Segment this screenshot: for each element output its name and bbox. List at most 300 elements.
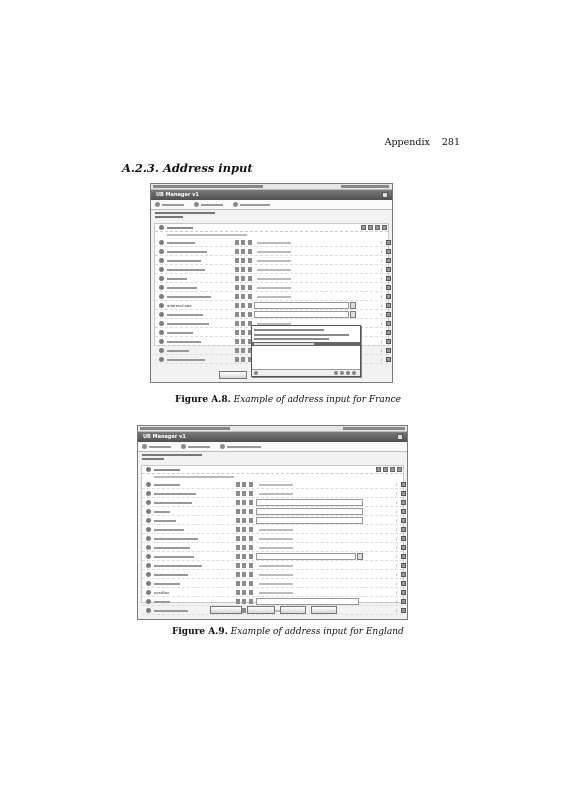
- window-close-icon[interactable]: [397, 434, 403, 440]
- type-icon: [249, 590, 253, 595]
- field-value-input[interactable]: [256, 571, 363, 578]
- lock-icon[interactable]: [235, 249, 239, 254]
- field-value-input[interactable]: [256, 589, 363, 596]
- popup-nav-icon[interactable]: [346, 371, 350, 375]
- edit-icon[interactable]: ∕: [381, 339, 383, 344]
- figure-caption-text: Example of address input for England: [230, 627, 404, 637]
- edit-icon[interactable]: ∕: [396, 527, 398, 532]
- row-checkbox[interactable]: [401, 500, 406, 505]
- address-panel: [141, 465, 404, 613]
- field-node-icon: [159, 285, 164, 290]
- field-node-icon: [146, 500, 151, 505]
- field-value-input[interactable]: [256, 553, 356, 560]
- field-node-icon: [146, 608, 151, 613]
- edit-icon[interactable]: ∕: [396, 518, 398, 523]
- field-row: [155, 274, 388, 283]
- row-checkbox[interactable]: [386, 312, 391, 317]
- toolbar: [138, 442, 407, 452]
- field-row: [142, 579, 403, 588]
- field-label: [154, 481, 180, 488]
- info-icon[interactable]: [242, 590, 246, 595]
- field-node-icon: [146, 482, 151, 487]
- row-checkbox[interactable]: [386, 330, 391, 335]
- type-icon: [249, 554, 253, 559]
- type-icon: [248, 249, 252, 254]
- info-icon[interactable]: [242, 518, 246, 523]
- row-checkbox[interactable]: [401, 572, 406, 577]
- row-checkbox[interactable]: [401, 608, 406, 613]
- field-label: [154, 490, 196, 497]
- type-icon: [248, 294, 252, 299]
- info-icon[interactable]: [242, 554, 246, 559]
- info-icon[interactable]: [241, 303, 245, 308]
- lock-icon[interactable]: [236, 590, 240, 595]
- field-label: [154, 553, 194, 560]
- edit-icon[interactable]: ∕: [396, 536, 398, 541]
- page-number: 281: [441, 137, 460, 148]
- group-header: [155, 224, 388, 232]
- info-icon[interactable]: [241, 330, 245, 335]
- edit-icon[interactable]: ∕: [396, 482, 398, 487]
- field-row: [142, 507, 403, 516]
- row-checkbox[interactable]: [401, 563, 406, 568]
- field-row: [142, 570, 403, 579]
- field-node-icon: [159, 303, 164, 308]
- section-title: A.2.3. Address input: [122, 161, 253, 175]
- lock-icon[interactable]: [235, 267, 239, 272]
- window-titlebar: [151, 190, 392, 200]
- popup-nav-icon[interactable]: [340, 371, 344, 375]
- field-row: [155, 310, 388, 319]
- lock-icon[interactable]: [235, 285, 239, 290]
- info-icon[interactable]: [242, 572, 246, 577]
- dropdown-chevron-icon[interactable]: [350, 311, 356, 318]
- edit-icon[interactable]: ∕: [381, 357, 383, 362]
- field-label: [154, 535, 198, 542]
- edit-icon[interactable]: ∕: [396, 590, 398, 595]
- edit-icon[interactable]: ∕: [396, 545, 398, 550]
- row-checkbox[interactable]: [386, 285, 391, 290]
- field-node-icon: [159, 357, 164, 362]
- field-row: [142, 534, 403, 543]
- field-label: [154, 526, 184, 533]
- field-row: [155, 265, 388, 274]
- type-icon: [249, 599, 253, 604]
- edit-icon[interactable]: ∕: [381, 312, 383, 317]
- field-value-input[interactable]: [254, 248, 382, 255]
- field-label: [167, 347, 189, 354]
- field-node-icon: [146, 563, 151, 568]
- row-checkbox[interactable]: [386, 249, 391, 254]
- lock-icon[interactable]: [235, 357, 239, 362]
- row-checkbox[interactable]: [401, 518, 406, 523]
- row-checkbox[interactable]: [386, 240, 391, 245]
- edit-icon[interactable]: ∕: [396, 581, 398, 586]
- type-icon: [248, 240, 252, 245]
- field-label: [167, 356, 205, 363]
- edit-icon[interactable]: ∕: [381, 285, 383, 290]
- field-value-input[interactable]: [254, 293, 382, 300]
- field-row: [142, 489, 403, 498]
- window-close-icon[interactable]: [382, 192, 388, 198]
- field-node-icon: [159, 348, 164, 353]
- type-icon: [249, 518, 253, 523]
- info-icon[interactable]: [241, 357, 245, 362]
- type-icon: [249, 482, 253, 487]
- tab-3[interactable]: [233, 202, 270, 207]
- info-icon[interactable]: [241, 276, 245, 281]
- tab-icon: [220, 444, 225, 449]
- field-node-icon: [146, 536, 151, 541]
- lock-icon[interactable]: [236, 572, 240, 577]
- info-icon[interactable]: [242, 482, 246, 487]
- field-value-input[interactable]: [254, 311, 349, 318]
- field-rows: [142, 480, 403, 615]
- field-label: [154, 508, 170, 515]
- field-node-icon: [146, 599, 151, 604]
- field-row: [155, 283, 388, 292]
- field-label: [154, 544, 190, 551]
- submit-button[interactable]: [247, 606, 275, 614]
- field-label: [167, 311, 203, 318]
- field-node-icon: [159, 258, 164, 263]
- figure-a9-screenshot: [137, 425, 408, 620]
- edit-icon[interactable]: ∕: [381, 294, 383, 299]
- info-icon[interactable]: [241, 294, 245, 299]
- edit-icon[interactable]: ∕: [381, 258, 383, 263]
- row-checkbox[interactable]: [386, 276, 391, 281]
- row-checkbox[interactable]: [386, 267, 391, 272]
- edit-icon[interactable]: ∕: [381, 348, 383, 353]
- lock-icon[interactable]: [236, 509, 240, 514]
- info-icon[interactable]: [241, 321, 245, 326]
- field-value-input[interactable]: [254, 239, 382, 246]
- field-node-icon: [146, 509, 151, 514]
- window-titlebar: [138, 432, 407, 442]
- type-icon: [249, 581, 253, 586]
- field-node-icon: [146, 491, 151, 496]
- edit-icon[interactable]: ∕: [396, 599, 398, 604]
- close-icon[interactable]: [382, 225, 387, 230]
- lock-icon[interactable]: [236, 563, 240, 568]
- field-row: [155, 238, 388, 247]
- field-value-input[interactable]: [256, 517, 363, 524]
- lock-icon[interactable]: [235, 348, 239, 353]
- field-node-icon: [146, 518, 151, 523]
- add-icon[interactable]: [361, 225, 366, 230]
- window-title: UB Manager v1: [156, 192, 199, 198]
- info-icon[interactable]: [241, 267, 245, 272]
- row-checkbox[interactable]: [401, 554, 406, 559]
- edit-icon[interactable]: ∕: [381, 249, 383, 254]
- tab-2[interactable]: [181, 444, 210, 449]
- dropdown-chevron-icon[interactable]: [357, 553, 363, 560]
- type-icon: [249, 545, 253, 550]
- field-label: postBox: [154, 590, 170, 595]
- info-icon[interactable]: [241, 258, 245, 263]
- field-value-input[interactable]: [256, 535, 363, 542]
- field-node-icon: [159, 321, 164, 326]
- type-icon: [248, 285, 252, 290]
- field-value-input[interactable]: [254, 275, 382, 282]
- field-row: [155, 301, 388, 310]
- figure-a9-caption: [172, 627, 404, 637]
- row-checkbox[interactable]: [401, 590, 406, 595]
- row-checkbox[interactable]: [401, 482, 406, 487]
- lock-icon[interactable]: [236, 482, 240, 487]
- field-node-icon: [159, 240, 164, 245]
- field-label: [154, 607, 188, 614]
- field-value-input[interactable]: [256, 526, 363, 533]
- edit-icon[interactable]: ∕: [396, 572, 398, 577]
- row-checkbox[interactable]: [401, 599, 406, 604]
- info-icon[interactable]: [241, 285, 245, 290]
- close-icon[interactable]: [397, 467, 402, 472]
- popup-nav-icon[interactable]: [334, 371, 338, 375]
- edit-icon[interactable]: ∕: [396, 563, 398, 568]
- field-value-input[interactable]: [256, 481, 363, 488]
- cancel-button[interactable]: [280, 606, 306, 614]
- type-icon: [248, 258, 252, 263]
- tab-1[interactable]: [155, 202, 184, 207]
- lock-icon[interactable]: [235, 330, 239, 335]
- row-checkbox[interactable]: [386, 294, 391, 299]
- field-value-input[interactable]: [256, 544, 363, 551]
- copy-icon[interactable]: [383, 467, 388, 472]
- popup-option-selected[interactable]: [252, 342, 360, 347]
- lock-icon[interactable]: [236, 536, 240, 541]
- info-icon[interactable]: [241, 339, 245, 344]
- field-node-icon: [159, 312, 164, 317]
- info-icon[interactable]: [241, 348, 245, 353]
- field-label: [167, 329, 193, 336]
- field-label: [167, 275, 187, 282]
- lock-icon[interactable]: [235, 276, 239, 281]
- type-icon: [248, 312, 252, 317]
- field-value-input[interactable]: [256, 580, 363, 587]
- country-popup[interactable]: [251, 325, 361, 377]
- tab-3[interactable]: [220, 444, 261, 449]
- lock-icon[interactable]: [235, 339, 239, 344]
- info-icon[interactable]: [242, 527, 246, 532]
- dropdown-chevron-icon[interactable]: [350, 302, 356, 309]
- popup-nav-icon[interactable]: [352, 371, 356, 375]
- field-row: [155, 247, 388, 256]
- field-label: [167, 338, 201, 345]
- field-row: [142, 480, 403, 489]
- edit-icon[interactable]: ∕: [381, 240, 383, 245]
- field-node-icon: [159, 294, 164, 299]
- field-node-icon: [159, 249, 164, 254]
- edit-icon[interactable]: ∕: [396, 608, 398, 613]
- field-row: [142, 588, 403, 597]
- field-value-input[interactable]: [256, 562, 363, 569]
- add-icon[interactable]: [376, 467, 381, 472]
- field-row: [142, 525, 403, 534]
- lock-icon[interactable]: [236, 518, 240, 523]
- field-node-icon: [159, 276, 164, 281]
- lock-icon[interactable]: [235, 294, 239, 299]
- row-checkbox[interactable]: [386, 357, 391, 362]
- field-node-icon: [146, 590, 151, 595]
- info-icon[interactable]: [242, 608, 246, 613]
- row-checkbox[interactable]: [401, 545, 406, 550]
- field-node-icon: [159, 339, 164, 344]
- edit-icon[interactable]: ∕: [381, 276, 383, 281]
- field-row: [142, 561, 403, 570]
- row-checkbox[interactable]: [386, 303, 391, 308]
- field-label: [167, 320, 209, 327]
- lock-icon[interactable]: [235, 321, 239, 326]
- field-label: [154, 517, 176, 524]
- field-label: [154, 571, 188, 578]
- breadcrumb: [138, 452, 407, 465]
- field-node-icon: [146, 554, 151, 559]
- field-value-input[interactable]: [256, 499, 363, 506]
- type-icon: [249, 563, 253, 568]
- type-icon: [249, 536, 253, 541]
- tab-2[interactable]: [194, 202, 223, 207]
- tab-icon: [194, 202, 199, 207]
- row-checkbox[interactable]: [386, 348, 391, 353]
- field-value-input[interactable]: [254, 257, 382, 264]
- row-checkbox[interactable]: [386, 339, 391, 344]
- group-node-icon: [159, 225, 164, 230]
- field-label: [167, 266, 205, 273]
- lock-icon[interactable]: [235, 312, 239, 317]
- row-checkbox[interactable]: [386, 321, 391, 326]
- lock-icon[interactable]: [235, 303, 239, 308]
- figure-a8-caption: [175, 395, 401, 405]
- running-header-section: Appendix: [384, 137, 430, 148]
- edit-icon[interactable]: ∕: [381, 303, 383, 308]
- field-row: [142, 543, 403, 552]
- lock-icon[interactable]: [236, 554, 240, 559]
- lock-icon[interactable]: [236, 491, 240, 496]
- field-node-icon: [159, 330, 164, 335]
- delete-icon[interactable]: [375, 225, 380, 230]
- field-value-input[interactable]: [256, 508, 363, 515]
- info-icon[interactable]: [242, 500, 246, 505]
- field-row: [142, 597, 403, 606]
- info-icon[interactable]: [242, 491, 246, 496]
- lock-icon[interactable]: [236, 545, 240, 550]
- field-value-input[interactable]: [254, 302, 349, 309]
- field-node-icon: [146, 527, 151, 532]
- edit-icon[interactable]: ∕: [396, 491, 398, 496]
- type-icon: [249, 572, 253, 577]
- toolbar: [151, 200, 392, 210]
- tab-icon: [142, 444, 147, 449]
- breadcrumb: [151, 210, 392, 223]
- field-value-input[interactable]: [254, 266, 382, 273]
- close-button[interactable]: [311, 606, 337, 614]
- row-checkbox[interactable]: [401, 536, 406, 541]
- info-icon[interactable]: [242, 581, 246, 586]
- edit-icon[interactable]: ∕: [396, 554, 398, 559]
- edit-icon[interactable]: ∕: [396, 500, 398, 505]
- lock-icon[interactable]: [236, 500, 240, 505]
- field-row: [155, 292, 388, 301]
- delete-icon[interactable]: [390, 467, 395, 472]
- info-icon[interactable]: [241, 249, 245, 254]
- running-header: [330, 137, 460, 148]
- row-checkbox[interactable]: [401, 581, 406, 586]
- edit-icon[interactable]: ∕: [381, 267, 383, 272]
- tab-icon: [233, 202, 238, 207]
- window-title: UB Manager v1: [143, 434, 186, 440]
- type-icon: [249, 527, 253, 532]
- edit-icon[interactable]: ∕: [396, 509, 398, 514]
- lock-icon[interactable]: [236, 581, 240, 586]
- row-checkbox[interactable]: [401, 509, 406, 514]
- lock-icon[interactable]: [235, 240, 239, 245]
- info-icon[interactable]: [242, 563, 246, 568]
- type-icon: [249, 509, 253, 514]
- type-icon: [249, 500, 253, 505]
- info-icon[interactable]: [242, 536, 246, 541]
- popup-info-icon: [254, 371, 258, 375]
- field-label: [167, 239, 195, 246]
- info-icon[interactable]: [241, 240, 245, 245]
- figure-number: Figure A.9.: [172, 627, 228, 637]
- field-label: [167, 257, 201, 264]
- field-row: [142, 552, 403, 561]
- field-label: [167, 284, 197, 291]
- field-label: [167, 248, 207, 255]
- field-value-input[interactable]: [254, 284, 382, 291]
- figure-number: Figure A.8.: [175, 395, 231, 405]
- edit-icon[interactable]: ∕: [381, 321, 383, 326]
- type-icon: [248, 276, 252, 281]
- info-icon[interactable]: [241, 312, 245, 317]
- info-icon[interactable]: [242, 509, 246, 514]
- lock-icon[interactable]: [235, 258, 239, 263]
- field-label: [154, 580, 180, 587]
- popup-footer: [252, 369, 360, 376]
- type-icon: [249, 491, 253, 496]
- field-label: addressCode: [167, 303, 192, 308]
- lock-icon[interactable]: [236, 527, 240, 532]
- field-row: [155, 256, 388, 265]
- field-row: [142, 516, 403, 525]
- field-value-input[interactable]: [256, 490, 363, 497]
- field-node-icon: [146, 545, 151, 550]
- field-node-icon: [146, 572, 151, 577]
- row-checkbox[interactable]: [401, 491, 406, 496]
- info-icon[interactable]: [242, 545, 246, 550]
- edit-icon[interactable]: ∕: [381, 330, 383, 335]
- add-button[interactable]: [219, 371, 247, 379]
- group-header: [142, 466, 403, 474]
- lock-icon[interactable]: [236, 599, 240, 604]
- field-label: [154, 598, 170, 605]
- tab-1[interactable]: [142, 444, 171, 449]
- field-label: [167, 293, 211, 300]
- row-checkbox[interactable]: [401, 527, 406, 532]
- add-button[interactable]: [210, 606, 242, 614]
- copy-icon[interactable]: [368, 225, 373, 230]
- field-label: [154, 499, 192, 506]
- group-node-icon: [146, 467, 151, 472]
- tab-icon: [181, 444, 186, 449]
- type-icon: [248, 267, 252, 272]
- field-node-icon: [159, 267, 164, 272]
- row-checkbox[interactable]: [386, 258, 391, 263]
- info-icon[interactable]: [242, 599, 246, 604]
- field-node-icon: [146, 581, 151, 586]
- field-value-input[interactable]: [256, 598, 359, 605]
